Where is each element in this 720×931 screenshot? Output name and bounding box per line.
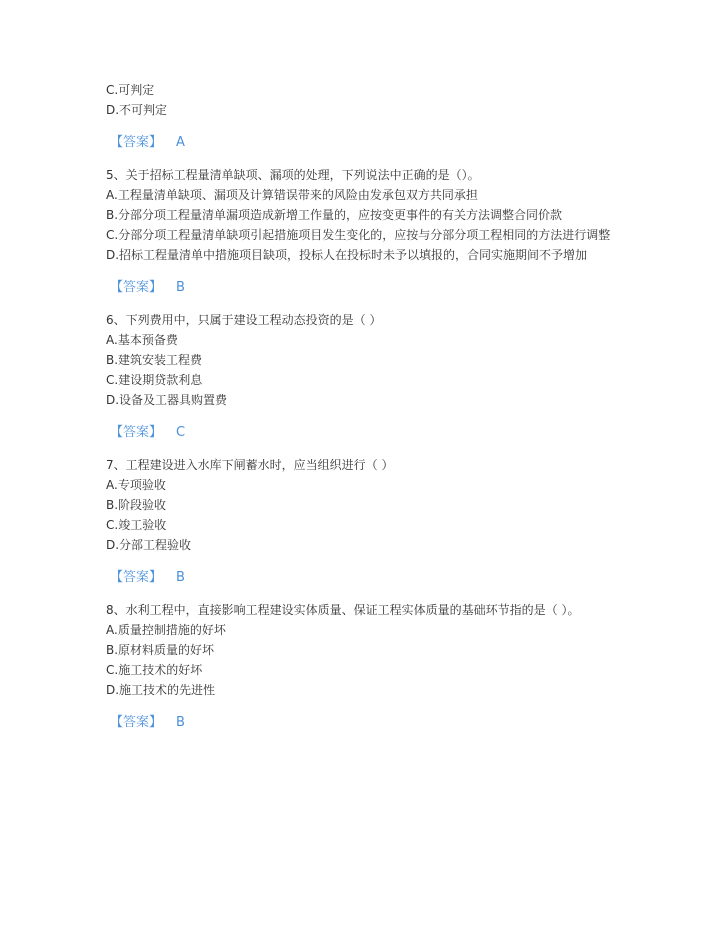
q6-option-c: C.建设期贷款利息 xyxy=(106,373,203,387)
q5-option-a: A.工程量清单缺项、漏项及计算错误带来的风险由发承包双方共同承担 xyxy=(106,188,478,202)
q5-option-b: B.分部分项工程量清单漏项造成新增工作量的，应按变更事件的有关方法调整合同价款 xyxy=(106,208,563,222)
answer-value: C xyxy=(176,425,186,440)
q4-answer xyxy=(106,133,616,153)
answer-label: 【答案】 xyxy=(110,280,163,295)
answer-label: 【答案】 xyxy=(110,715,163,730)
q4-option-c: C.可判定 xyxy=(106,83,155,97)
q7-option-a: A.专项验收 xyxy=(106,478,166,492)
answer-value: B xyxy=(176,280,185,295)
answer-value: A xyxy=(176,135,185,150)
q8-option-d: D.施工技术的先进性 xyxy=(106,683,216,697)
q6-answer xyxy=(106,423,616,443)
q8-stem: 8、水利工程中，直接影响工程建设实体质量、保证工程实体质量的基础环节指的是（ ）。 xyxy=(106,603,580,617)
q7-answer xyxy=(106,568,616,588)
q6-option-d: D.设备及工器具购置费 xyxy=(106,393,228,407)
q8-option-a: A.质量控制措施的好坏 xyxy=(106,623,226,637)
answer-label: 【答案】 xyxy=(110,135,163,150)
q5-answer xyxy=(106,278,616,298)
q6-stem: 6、下列费用中，只属于建设工程动态投资的是（ ） xyxy=(106,313,382,327)
answer-label: 【答案】 xyxy=(110,570,163,585)
q6-option-a: A.基本预备费 xyxy=(106,333,178,347)
answer-value: B xyxy=(176,570,185,585)
q7-option-d: D.分部工程验收 xyxy=(106,538,192,552)
q7-stem: 7、工程建设进入水库下闸蓄水时，应当组织进行（ ） xyxy=(106,458,394,472)
q5-option-d: D.招标工程量清单中措施项目缺项，投标人在投标时未予以填报的，合同实施期间不予增加 xyxy=(106,248,588,262)
q8-answer xyxy=(106,713,616,733)
q8-option-c: C.施工技术的好坏 xyxy=(106,663,203,677)
q7-option-c: C.竣工验收 xyxy=(106,518,167,532)
q7-option-b: B.阶段验收 xyxy=(106,498,167,512)
q5-stem: 5、关于招标工程量清单缺项、漏项的处理，下列说法中正确的是（）。 xyxy=(106,168,480,182)
exam-page xyxy=(106,80,616,733)
answer-value: B xyxy=(176,715,185,730)
q4-option-d: D.不可判定 xyxy=(106,103,168,117)
answer-label: 【答案】 xyxy=(110,425,163,440)
q8-option-b: B.原材料质量的好坏 xyxy=(106,643,215,657)
q6-option-b: B.建筑安装工程费 xyxy=(106,353,203,367)
q5-option-c: C.分部分项工程量清单缺项引起措施项目发生变化的，应按与分部分项工程相同的方法进行调整 xyxy=(106,228,611,242)
